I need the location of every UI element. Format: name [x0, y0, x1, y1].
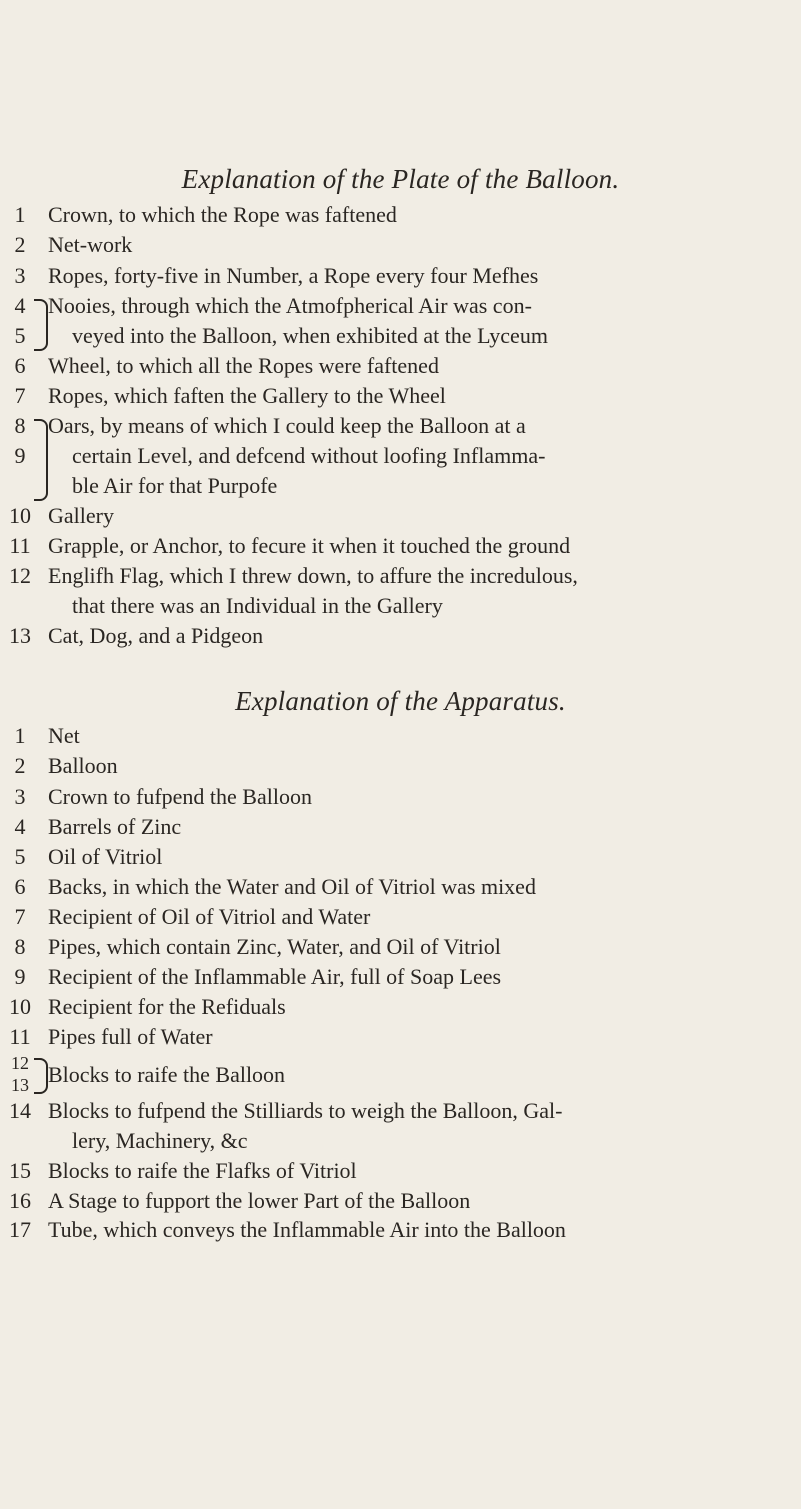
- item-text: Recipient of the Inflammable Air, full of Soap Lees: [48, 964, 502, 989]
- list-item: [0, 531, 801, 561]
- list-item: [0, 321, 801, 351]
- apparatus-heading: Explanation of the Apparatus.: [235, 686, 566, 716]
- item-text: Crown, to which the Rope was faftened: [48, 202, 397, 227]
- item-number: 1: [14, 723, 26, 748]
- item-text: Recipient of Oil of Vitriol and Water: [48, 904, 371, 929]
- item-number: 11: [9, 1024, 31, 1049]
- item-number: 1: [14, 202, 26, 227]
- item-number: 8: [14, 934, 26, 959]
- item-text: Blocks to raife the Balloon: [48, 1062, 286, 1087]
- item-number: 13: [11, 1075, 29, 1095]
- item-text: Backs, in which the Water and Oil of Vitriol was mixed: [48, 874, 536, 899]
- item-text: A Stage to fupport the lower Part of the Balloon: [48, 1188, 471, 1213]
- item-number: 10: [9, 503, 31, 528]
- list-item: [0, 441, 801, 471]
- list-item: [0, 872, 801, 902]
- list-item: [0, 721, 801, 751]
- list-item: [0, 812, 801, 842]
- item-number: 3: [14, 784, 26, 809]
- item-text: that there was an Individual in the Gallery: [72, 593, 443, 618]
- item-text: Ropes, forty-five in Number, a Rope every four Mefhes: [48, 263, 539, 288]
- list-item: [0, 782, 801, 812]
- list-item: [0, 751, 801, 781]
- item-text: Crown to fufpend the Balloon: [48, 784, 312, 809]
- list-item: [0, 621, 801, 651]
- item-text: Blocks to raife the Flafks of Vitriol: [48, 1158, 357, 1183]
- list-item: [0, 381, 801, 411]
- list-item: [0, 591, 801, 621]
- item-number: 15: [9, 1158, 31, 1183]
- item-text: Oil of Vitriol: [48, 844, 163, 869]
- item-text: Nooies, through which the Atmofpherical Air was con-: [48, 293, 532, 318]
- list-item: [0, 902, 801, 932]
- item-number: 7: [14, 383, 26, 408]
- item-text: Englifh Flag, which I threw down, to affure the incredulous,: [48, 563, 578, 588]
- list-item: [0, 291, 801, 321]
- list-item: [0, 1156, 801, 1186]
- list-item: [0, 1096, 801, 1126]
- list-item: [0, 962, 801, 992]
- list-item: [0, 1215, 801, 1245]
- item-text: Blocks to fufpend the Stilliards to weigh the Balloon, Gal-: [48, 1098, 563, 1123]
- list-item: [0, 471, 801, 501]
- list-item: [0, 1126, 801, 1156]
- item-text: Barrels of Zinc: [48, 814, 182, 839]
- list-item: [0, 561, 801, 591]
- item-number: 8: [14, 413, 26, 438]
- list-item: [0, 932, 801, 962]
- item-text: Balloon: [48, 753, 118, 778]
- item-number: 9: [14, 443, 26, 468]
- item-text: lery, Machinery, &c: [72, 1128, 248, 1153]
- list-item: [0, 230, 801, 260]
- item-text: Wheel, to which all the Ropes were faftened: [48, 353, 439, 378]
- item-text: Recipient for the Refiduals: [48, 994, 286, 1019]
- item-text: veyed into the Balloon, when exhibited at the Lyceum: [72, 323, 548, 348]
- item-text: Pipes, which contain Zinc, Water, and Oil of Vitriol: [48, 934, 501, 959]
- item-text: Grapple, or Anchor, to fecure it when it touched the ground: [48, 533, 571, 558]
- item-text: certain Level, and defcend without loofing Inflamma-: [72, 443, 546, 468]
- balloon-plate-heading: Explanation of the Plate of the Balloon.: [181, 164, 620, 194]
- item-number: 2: [14, 232, 26, 257]
- list-item: [0, 411, 801, 441]
- item-number: 4: [14, 814, 26, 839]
- item-number: 5: [14, 844, 26, 869]
- item-number: 6: [14, 353, 26, 378]
- item-number: 14: [9, 1098, 31, 1123]
- item-number: 3: [14, 263, 26, 288]
- item-text: Net-work: [48, 232, 133, 257]
- list-item: [0, 261, 801, 291]
- item-number: 5: [14, 323, 26, 348]
- item-text: ble Air for that Purpofe: [72, 473, 278, 498]
- item-number: 2: [14, 753, 26, 778]
- item-text: Pipes full of Water: [48, 1024, 213, 1049]
- item-number: 13: [9, 623, 31, 648]
- item-number: 12: [11, 1053, 29, 1073]
- item-number: 11: [9, 533, 31, 558]
- item-text: Oars, by means of which I could keep the Balloon at a: [48, 413, 526, 438]
- list-item: [0, 842, 801, 872]
- list-item: [0, 1186, 801, 1216]
- list-item: [0, 501, 801, 531]
- item-number: 4: [14, 293, 26, 318]
- item-text: Gallery: [48, 503, 114, 528]
- item-text: Net: [48, 723, 80, 748]
- item-text: Ropes, which faften the Gallery to the Wheel: [48, 383, 446, 408]
- item-number: 9: [14, 964, 26, 989]
- item-number: 7: [14, 904, 26, 929]
- item-number: 6: [14, 874, 26, 899]
- item-number: 12: [9, 563, 31, 588]
- list-item: [0, 200, 801, 230]
- item-number: 16: [9, 1188, 31, 1213]
- item-number: 17: [9, 1217, 31, 1242]
- item-text: Cat, Dog, and a Pidgeon: [48, 623, 264, 648]
- item-number: 10: [9, 994, 31, 1019]
- list-item: [0, 351, 801, 381]
- item-text: Tube, which conveys the Inflammable Air into the Balloon: [48, 1217, 566, 1242]
- list-item: [0, 992, 801, 1022]
